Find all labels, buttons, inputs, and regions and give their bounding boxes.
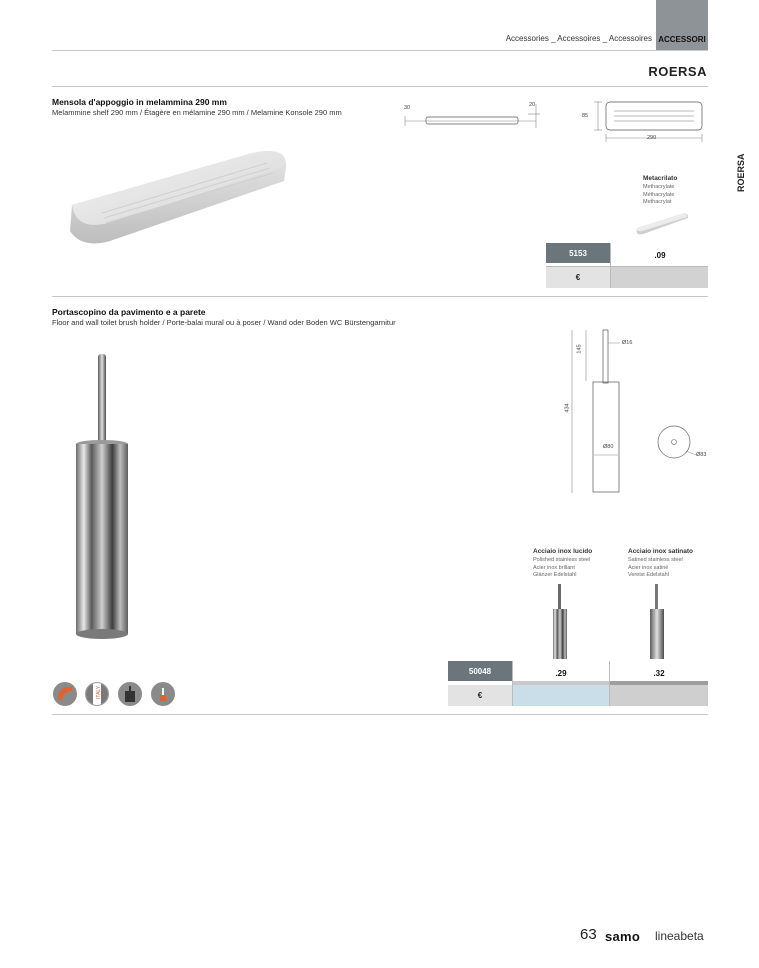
brush-holder-product-image	[70, 352, 134, 642]
section-divider	[52, 296, 708, 297]
collection-divider	[52, 86, 708, 87]
product1-subtitle: Melammine shelf 290 mm / Étagère en mélamine 290 mm / Melamine Konsole 290 mm	[52, 108, 342, 117]
finish-line: Acier inox brillant	[533, 564, 575, 571]
dim-290: 290	[647, 135, 657, 141]
finish-line: Méthacrylate	[643, 191, 675, 198]
toilet-brush-icon	[151, 682, 175, 706]
product2-title: Portascopino da pavimento e a parete	[52, 307, 206, 317]
brand-logo-samo: samo	[605, 929, 641, 944]
shelf-thumbnail	[633, 210, 691, 238]
brand-logo-lineabeta: lineabeta	[655, 929, 704, 943]
brush-holder-drawing	[560, 325, 720, 500]
product1-finish-title: Metacrilato	[643, 175, 678, 182]
product2-finish-satined-title: Acciaio inox satinato	[628, 548, 694, 555]
flag-stripe	[101, 683, 108, 705]
product2-finish-polished-translations	[533, 557, 590, 580]
product1-currency: €	[546, 267, 610, 288]
product1-price-band	[611, 267, 708, 288]
flag-stripe	[86, 683, 93, 705]
italy-label: ITALY	[96, 685, 102, 699]
category-tab[interactable]: ACCESSORI	[656, 0, 708, 50]
satined-thumbnail	[645, 582, 669, 662]
wall-mount-icon	[118, 682, 142, 706]
dim-145: 145	[576, 344, 583, 354]
product2-subtitle: Floor and wall toilet brush holder / Porte-balai mural ou à poser / Wand oder Boden WC Bürstengarnitur	[52, 318, 396, 327]
finish-line: Vereist Edelstahl	[628, 572, 669, 578]
shelf-side-drawing	[400, 100, 550, 132]
finish-line: Polished stainless steel	[533, 557, 591, 563]
polished-thumbnail	[548, 582, 572, 662]
product1-title: Mensola d'appoggio in melammina 290 mm	[52, 97, 227, 107]
dim-85: 85	[582, 113, 589, 119]
polished-price-band	[513, 685, 609, 706]
product2-finish-satined-translations	[628, 557, 683, 580]
finish-line: Satined stainless steel	[628, 557, 683, 563]
product1-price: .09	[654, 250, 666, 260]
shelf-corner-icon	[53, 682, 77, 706]
section-divider	[52, 714, 708, 715]
product2-price-polished: .29	[555, 668, 567, 678]
dim-83: Ø83	[696, 452, 707, 458]
made-in-italy-icon	[85, 682, 109, 706]
product1-finish-translations	[643, 184, 675, 207]
dim-16: Ø16	[622, 340, 633, 346]
collection-title: ROERSA	[648, 64, 707, 79]
page-number: 63	[580, 926, 597, 943]
dim-30: 30	[404, 105, 411, 111]
header-divider	[52, 50, 708, 51]
finish-line: Glänzer Edelstahl	[533, 572, 577, 578]
side-collection-label: ROERSA	[736, 153, 746, 192]
finish-line: Acier inox satiné	[628, 564, 669, 571]
finish-line: Methacrylat	[643, 199, 672, 205]
shelf-product-image	[62, 145, 294, 255]
product1-code: 5153	[546, 243, 610, 263]
dim-434: 434	[564, 403, 571, 413]
finish-line: Methacrylate	[643, 184, 675, 190]
breadcrumb: Accessories _ Accessoires _ Accessoires	[505, 34, 652, 43]
product2-code: 50048	[448, 661, 512, 681]
dim-20: 20	[529, 102, 536, 108]
dim-80: Ø80	[603, 444, 614, 450]
product2-finish-polished-title: Acciaio inox lucido	[533, 548, 593, 555]
satined-price-band	[610, 685, 708, 706]
product2-price-satined: .32	[653, 668, 665, 678]
product2-currency: €	[448, 685, 512, 706]
